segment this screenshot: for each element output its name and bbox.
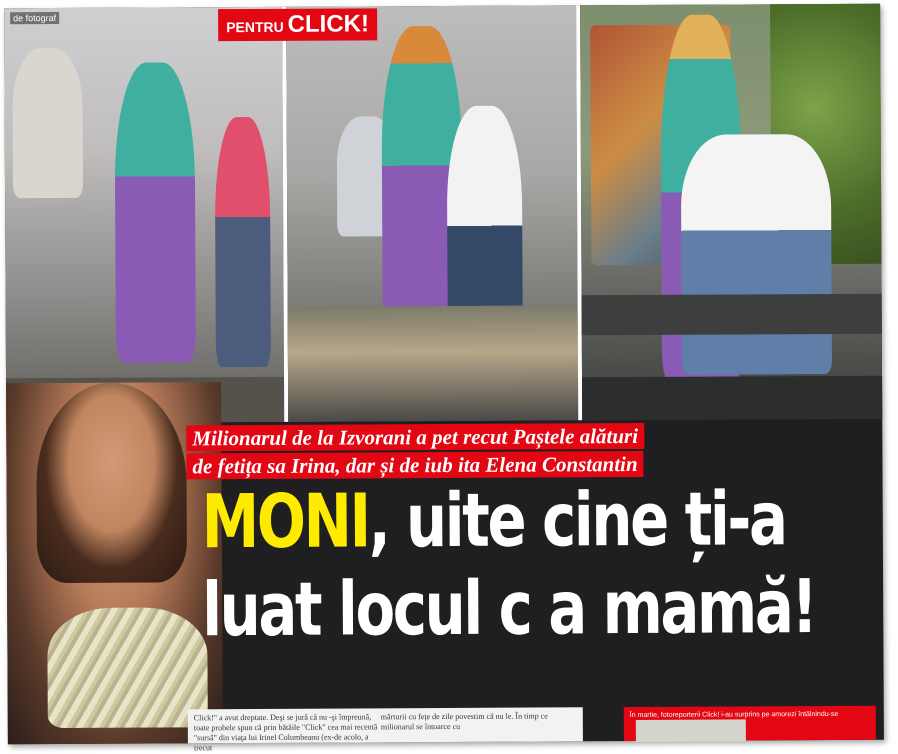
headline-highlight: MONI — [201, 478, 369, 566]
photo-playing-outdoors — [580, 4, 882, 421]
article-column-2: mărturii cu fețe de zile povestim că nu le. În timp ce milionarul se întoarce cu — [380, 711, 548, 732]
photo-cafe-terrace — [4, 7, 284, 423]
person-girl-kicking — [681, 134, 832, 375]
photo-walking-together — [286, 5, 578, 422]
brand-label — [218, 8, 377, 41]
brand-name: CLICK! — [287, 10, 370, 38]
kicker — [186, 422, 876, 482]
step-lower — [582, 376, 882, 421]
headline-line-1-rest: , uite cine ți-a — [368, 476, 786, 565]
person-girl-pink-vest — [215, 117, 271, 367]
portrait-dress — [47, 607, 208, 728]
sidebar-box — [624, 706, 876, 741]
person-old-man — [12, 48, 83, 198]
sidebar-photo — [636, 719, 746, 742]
step-upper — [582, 294, 882, 336]
headline-line-2: luat locul c a mamă! — [202, 564, 816, 654]
vintage-car — [288, 305, 579, 422]
headline-line-1 — [201, 476, 786, 566]
kicker-line-1: Milionarul de la Izvorani a pet recut Paștele alături — [186, 423, 644, 451]
photo-strip — [4, 4, 882, 424]
sidebar-text: În martie, fotoreporterii Click! i-au surprins pe amorezi întâlnindu-se — [629, 710, 839, 720]
kicker-line-2: de fetița sa Irina, dar și de iub ita Elena Constantin — [186, 451, 643, 479]
article-body — [188, 707, 583, 753]
photo-credit: de fotograf — [10, 12, 59, 24]
person-woman-teal-jacket — [114, 62, 196, 362]
portrait-face — [36, 382, 187, 583]
newspaper-clipping — [4, 4, 884, 753]
headline — [201, 476, 883, 654]
article-column-1: Click!" a avut dreptate. Deşi se jură că nu -şi împreună, toate probele spun că prin bătăile "Click" cea mai recentă "sursă" din viaţa lui Irinel Columbeanu (ex-de acolo, a trecut — [193, 712, 378, 753]
brand-prefix: PENTRU — [226, 18, 288, 36]
